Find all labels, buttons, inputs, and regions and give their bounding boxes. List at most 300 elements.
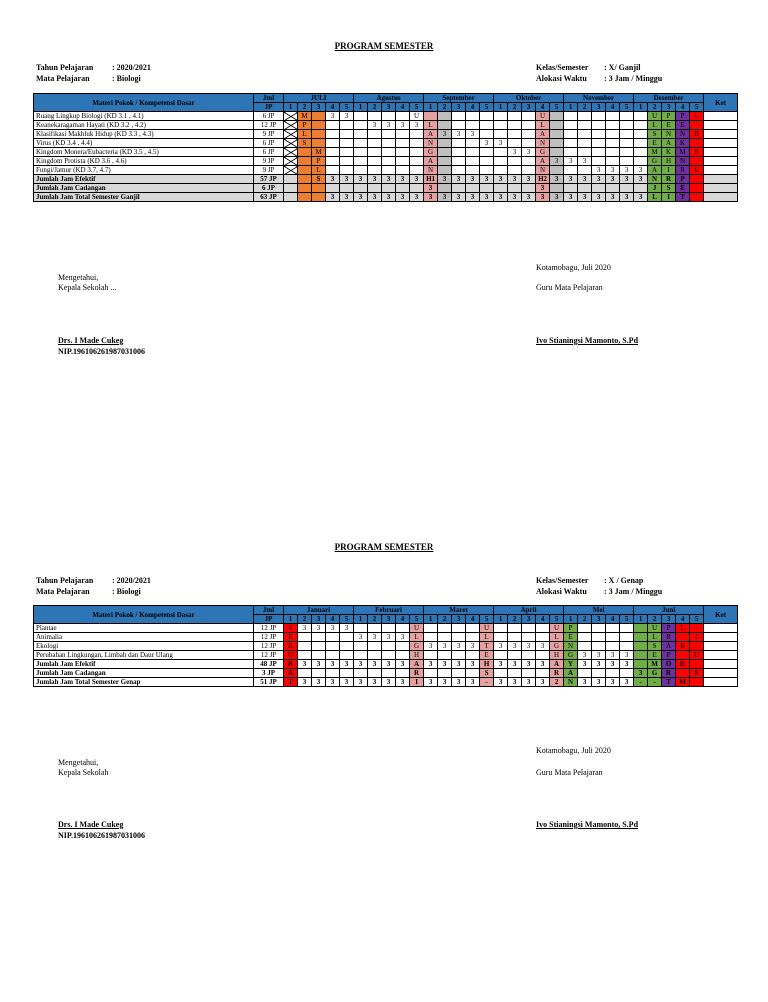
week-cell: T xyxy=(284,678,298,687)
week-header: 2 xyxy=(648,103,662,112)
kelas-value: : X/ Ganjil xyxy=(604,63,641,72)
week-cell: L xyxy=(410,633,424,642)
week-cell xyxy=(494,157,508,166)
header-ket: Ket xyxy=(704,94,738,112)
week-cell: 3 xyxy=(480,139,494,148)
week-cell xyxy=(340,157,354,166)
week-cell xyxy=(606,112,620,121)
week-cell xyxy=(326,633,340,642)
week-cell: 3 xyxy=(522,678,536,687)
week-cell xyxy=(354,112,368,121)
week-header: 3 xyxy=(592,103,606,112)
ket-cell xyxy=(704,651,738,660)
week-cell: L xyxy=(298,130,312,139)
week-cell xyxy=(438,669,452,678)
week-cell xyxy=(690,624,704,633)
week-cell xyxy=(466,166,480,175)
week-cell: A xyxy=(662,642,676,651)
week-cell: M xyxy=(676,148,690,157)
week-cell xyxy=(690,678,704,687)
mapel-label: Mata Pelajaran xyxy=(36,587,90,596)
week-cell xyxy=(326,139,340,148)
week-cell: G xyxy=(648,669,662,678)
week-cell: I xyxy=(410,678,424,687)
week-cell: 3 xyxy=(466,130,480,139)
week-cell xyxy=(466,651,480,660)
week-header: 1 xyxy=(284,103,298,112)
week-cell xyxy=(326,166,340,175)
table-row xyxy=(34,660,738,669)
week-cell: E xyxy=(676,121,690,130)
week-cell xyxy=(298,642,312,651)
week-cell: L xyxy=(648,633,662,642)
week-cell xyxy=(396,157,410,166)
week-cell: 3 xyxy=(494,660,508,669)
week-cell xyxy=(382,130,396,139)
week-cell: L xyxy=(536,121,550,130)
week-cell: 3 xyxy=(536,678,550,687)
table-row xyxy=(34,139,738,148)
week-cell: 3 xyxy=(494,139,508,148)
week-cell xyxy=(466,148,480,157)
week-cell xyxy=(508,157,522,166)
week-cell: 3 xyxy=(326,660,340,669)
week-cell: 3 xyxy=(480,193,494,202)
week-header: 2 xyxy=(298,615,312,624)
week-cell: H xyxy=(410,651,424,660)
week-cell xyxy=(354,139,368,148)
week-cell xyxy=(620,642,634,651)
kepsek-nip-ganjil: NIP.196106261987031006 xyxy=(58,347,146,356)
week-cell: T xyxy=(662,678,676,687)
week-cell xyxy=(382,184,396,193)
week-cell xyxy=(312,184,326,193)
week-header: 3 xyxy=(312,103,326,112)
week-header: 5 xyxy=(480,615,494,624)
week-header: 2 xyxy=(438,615,452,624)
week-cell: 3 xyxy=(452,130,466,139)
materi-cell: Kingdom Monera/Eubacteria (KD 3.5 , 4.5) xyxy=(34,148,254,157)
week-cell xyxy=(550,166,564,175)
week-cell xyxy=(592,130,606,139)
week-cell: 3 xyxy=(592,660,606,669)
week-cell xyxy=(354,157,368,166)
week-cell xyxy=(452,184,466,193)
week-cell: S xyxy=(690,669,704,678)
week-cell xyxy=(536,633,550,642)
week-cell xyxy=(494,130,508,139)
week-header: 5 xyxy=(620,615,634,624)
week-cell xyxy=(354,148,368,157)
week-cell: N xyxy=(564,642,578,651)
week-cell: L xyxy=(648,121,662,130)
page-title-genap: PROGRAM SEMESTER xyxy=(334,542,434,552)
week-cell xyxy=(690,157,704,166)
week-cell xyxy=(438,121,452,130)
week-cell xyxy=(354,669,368,678)
week-cell xyxy=(284,130,298,139)
week-header: 5 xyxy=(410,103,424,112)
week-cell: 3 xyxy=(564,193,578,202)
week-cell xyxy=(508,633,522,642)
materi-cell: Ruang Lingkup Biologi (KD 3.1 , 4.1) xyxy=(34,112,254,121)
week-header: 5 xyxy=(480,103,494,112)
week-cell xyxy=(480,166,494,175)
week-cell: R xyxy=(662,669,676,678)
guru-name-genap: Ivo Stianingsi Mamonto, S.Pd xyxy=(536,820,639,829)
week-cell xyxy=(578,139,592,148)
week-cell: 3 xyxy=(522,175,536,184)
week-header: 2 xyxy=(368,615,382,624)
week-cell: 3 xyxy=(536,193,550,202)
week-cell: 3 xyxy=(312,678,326,687)
week-cell: N xyxy=(564,678,578,687)
tahun-label: Tahun Pelajaran xyxy=(36,63,94,72)
week-cell xyxy=(592,139,606,148)
place-date-genap: Kotamobagu, Juli 2020 xyxy=(536,746,611,755)
alokasi-label: Alokasi Waktu xyxy=(536,587,587,596)
week-cell: 3 xyxy=(522,148,536,157)
week-cell xyxy=(620,139,634,148)
week-cell: U xyxy=(410,624,424,633)
week-cell xyxy=(466,139,480,148)
materi-cell: Kingdom Protista (KD 3.6 , 4.6) xyxy=(34,157,254,166)
week-cell xyxy=(340,130,354,139)
week-cell xyxy=(676,651,690,660)
week-cell: H1 xyxy=(424,175,438,184)
week-cell xyxy=(452,112,466,121)
week-cell: 3 xyxy=(606,678,620,687)
week-cell: M xyxy=(676,678,690,687)
week-cell xyxy=(690,193,704,202)
week-cell xyxy=(480,130,494,139)
week-cell: P xyxy=(676,112,690,121)
week-cell xyxy=(564,112,578,121)
week-cell xyxy=(634,157,648,166)
ket-cell xyxy=(704,624,738,633)
week-cell xyxy=(354,624,368,633)
header-info-right-ganjil xyxy=(536,62,662,84)
mapel-label: Mata Pelajaran xyxy=(36,74,90,83)
month-header: JULI xyxy=(284,94,354,103)
header-jp: JP xyxy=(254,103,284,112)
week-cell xyxy=(396,669,410,678)
table-row xyxy=(34,130,738,139)
week-cell: 3 xyxy=(438,193,452,202)
week-cell: A xyxy=(284,669,298,678)
week-cell: 3 xyxy=(354,660,368,669)
week-header: 4 xyxy=(606,615,620,624)
week-cell: S xyxy=(480,669,494,678)
week-cell: M xyxy=(312,148,326,157)
ket-cell xyxy=(704,139,738,148)
week-cell: 3 xyxy=(326,678,340,687)
week-cell: K xyxy=(662,148,676,157)
week-cell xyxy=(410,166,424,175)
week-cell: 3 xyxy=(424,642,438,651)
week-cell xyxy=(284,112,298,121)
week-cell: 3 xyxy=(536,184,550,193)
week-cell xyxy=(494,633,508,642)
week-cell xyxy=(690,642,704,651)
week-cell xyxy=(452,651,466,660)
week-cell xyxy=(606,130,620,139)
table-row xyxy=(34,157,738,166)
materi-cell: Animalia xyxy=(34,633,254,642)
week-header: 5 xyxy=(340,103,354,112)
week-cell: 3 xyxy=(382,193,396,202)
week-cell: P xyxy=(662,651,676,660)
week-cell: E xyxy=(648,651,662,660)
week-cell xyxy=(438,148,452,157)
week-cell xyxy=(508,624,522,633)
week-header: 5 xyxy=(690,615,704,624)
week-cell: 3 xyxy=(452,642,466,651)
week-cell: A xyxy=(662,139,676,148)
week-cell xyxy=(298,193,312,202)
week-cell: S xyxy=(284,624,298,633)
guru-name-ganjil: Ivo Stianingsi Mamonto, S.Pd xyxy=(536,336,639,345)
week-cell xyxy=(382,157,396,166)
week-header: 1 xyxy=(564,103,578,112)
week-cell: U xyxy=(550,624,564,633)
week-cell xyxy=(522,139,536,148)
week-cell xyxy=(522,157,536,166)
week-cell: N xyxy=(424,166,438,175)
week-cell: - xyxy=(480,678,494,687)
kelas-label: Kelas/Semester xyxy=(536,63,589,72)
week-cell: - xyxy=(634,678,648,687)
week-header: 4 xyxy=(676,615,690,624)
week-cell xyxy=(452,121,466,130)
week-cell: G xyxy=(648,157,662,166)
week-cell: 3 xyxy=(550,193,564,202)
week-cell: - xyxy=(648,678,662,687)
ket-cell xyxy=(704,633,738,642)
week-header: 5 xyxy=(550,615,564,624)
week-cell xyxy=(606,121,620,130)
week-cell xyxy=(368,157,382,166)
week-cell: A xyxy=(648,166,662,175)
jp-cell: 12 JP xyxy=(254,651,284,660)
week-cell: U xyxy=(410,112,424,121)
materi-cell: Jumlah Jam Total Semester Ganjil xyxy=(34,193,254,202)
week-cell xyxy=(564,148,578,157)
week-cell: 3 xyxy=(396,678,410,687)
week-cell xyxy=(326,130,340,139)
table-row xyxy=(34,633,738,642)
week-cell: R xyxy=(662,175,676,184)
week-cell: A xyxy=(410,660,424,669)
week-cell xyxy=(326,642,340,651)
week-cell: 3 xyxy=(508,148,522,157)
week-cell xyxy=(382,651,396,660)
week-cell xyxy=(452,148,466,157)
week-cell xyxy=(522,669,536,678)
week-cell xyxy=(564,166,578,175)
week-header: 4 xyxy=(676,103,690,112)
ket-cell xyxy=(704,148,738,157)
week-header: 1 xyxy=(354,103,368,112)
week-cell xyxy=(620,624,634,633)
week-cell xyxy=(508,184,522,193)
week-cell xyxy=(676,669,690,678)
week-cell: N xyxy=(662,130,676,139)
week-cell: 3 xyxy=(634,166,648,175)
week-cell: 3 xyxy=(522,660,536,669)
ket-cell xyxy=(704,175,738,184)
week-cell: G xyxy=(410,642,424,651)
week-cell xyxy=(480,148,494,157)
ket-cell xyxy=(704,660,738,669)
week-cell: 3 xyxy=(550,175,564,184)
week-cell: P xyxy=(662,624,676,633)
week-cell xyxy=(592,624,606,633)
jp-cell: 6 JP xyxy=(254,184,284,193)
week-cell: L xyxy=(480,633,494,642)
week-cell xyxy=(620,669,634,678)
week-cell xyxy=(312,193,326,202)
week-cell: 3 xyxy=(606,166,620,175)
week-cell: 3 xyxy=(340,678,354,687)
table-row xyxy=(34,624,738,633)
jp-cell: 57 JP xyxy=(254,175,284,184)
week-cell: 3 xyxy=(368,193,382,202)
kepsek-name-genap: Drs. I Made Cukeg xyxy=(58,820,124,829)
week-cell xyxy=(354,166,368,175)
week-cell: A xyxy=(550,660,564,669)
week-cell xyxy=(592,148,606,157)
week-cell: 3 xyxy=(326,175,340,184)
week-header: 3 xyxy=(382,103,396,112)
week-cell xyxy=(284,166,298,175)
month-header: Agustus xyxy=(354,94,424,103)
week-cell: G xyxy=(564,651,578,660)
week-cell: B xyxy=(284,660,298,669)
week-cell xyxy=(354,642,368,651)
week-cell: I xyxy=(662,193,676,202)
materi-cell: Fungi/Jamur (KD 3.7, 4.7) xyxy=(34,166,254,175)
week-cell: 3 xyxy=(340,175,354,184)
week-cell xyxy=(368,651,382,660)
week-cell: U xyxy=(536,112,550,121)
week-cell: N xyxy=(536,139,550,148)
week-cell: P xyxy=(298,121,312,130)
week-cell xyxy=(550,121,564,130)
table-row xyxy=(34,642,738,651)
week-cell xyxy=(410,130,424,139)
week-header: 3 xyxy=(522,103,536,112)
week-cell xyxy=(536,624,550,633)
week-cell: L xyxy=(690,112,704,121)
week-header: 1 xyxy=(284,615,298,624)
week-cell xyxy=(690,660,704,669)
week-cell xyxy=(312,633,326,642)
week-cell xyxy=(452,624,466,633)
week-cell xyxy=(606,139,620,148)
week-cell: 3 xyxy=(368,633,382,642)
week-cell: 3 xyxy=(396,193,410,202)
week-header: 3 xyxy=(452,615,466,624)
week-cell xyxy=(676,633,690,642)
week-cell: A xyxy=(424,157,438,166)
header-info-left-ganjil xyxy=(36,62,151,84)
week-header: 3 xyxy=(592,615,606,624)
week-cell: 3 xyxy=(606,660,620,669)
week-cell xyxy=(620,112,634,121)
week-cell xyxy=(522,166,536,175)
week-cell xyxy=(284,148,298,157)
week-cell xyxy=(606,633,620,642)
week-cell: U xyxy=(284,651,298,660)
week-cell: 3 xyxy=(578,660,592,669)
week-cell: 3 xyxy=(424,193,438,202)
week-header: 1 xyxy=(494,103,508,112)
month-header: Desember xyxy=(634,94,704,103)
materi-cell: Ekologi xyxy=(34,642,254,651)
week-cell: I xyxy=(662,166,676,175)
week-cell: E xyxy=(676,184,690,193)
week-header: 2 xyxy=(438,103,452,112)
week-cell xyxy=(634,633,648,642)
week-cell xyxy=(522,651,536,660)
week-cell xyxy=(508,139,522,148)
week-cell: 3 xyxy=(410,193,424,202)
table-row xyxy=(34,166,738,175)
week-cell xyxy=(508,130,522,139)
week-cell xyxy=(578,166,592,175)
guru-title-ganjil: Guru Mata Pelajaran xyxy=(536,283,603,292)
week-cell xyxy=(606,642,620,651)
week-cell: B xyxy=(690,130,704,139)
week-cell xyxy=(592,642,606,651)
ket-cell xyxy=(704,642,738,651)
week-cell xyxy=(494,166,508,175)
week-cell: 3 xyxy=(424,678,438,687)
week-cell xyxy=(578,669,592,678)
week-header: 4 xyxy=(326,103,340,112)
week-cell: 3 xyxy=(522,193,536,202)
week-cell: 3 xyxy=(592,651,606,660)
week-cell xyxy=(368,166,382,175)
week-cell: P xyxy=(662,112,676,121)
week-cell xyxy=(382,166,396,175)
mengetahui-genap: Mengetahui, xyxy=(58,758,99,767)
week-cell xyxy=(396,148,410,157)
week-cell: R xyxy=(676,660,690,669)
program-semester-table-ganjil xyxy=(33,93,738,202)
month-header: Januari xyxy=(284,606,354,615)
week-cell xyxy=(396,184,410,193)
week-cell xyxy=(368,184,382,193)
week-cell: 3 xyxy=(466,175,480,184)
table-row xyxy=(34,121,738,130)
week-cell: M xyxy=(648,660,662,669)
week-cell: P xyxy=(312,157,326,166)
week-cell: 3 xyxy=(606,651,620,660)
ket-cell xyxy=(704,157,738,166)
ket-cell xyxy=(704,678,738,687)
week-cell: 3 xyxy=(620,193,634,202)
week-cell xyxy=(564,184,578,193)
week-cell xyxy=(550,139,564,148)
week-cell: L xyxy=(424,121,438,130)
week-cell xyxy=(634,624,648,633)
week-cell: 3 xyxy=(620,660,634,669)
week-cell: 3 xyxy=(396,660,410,669)
week-cell xyxy=(396,166,410,175)
week-header: 3 xyxy=(312,615,326,624)
